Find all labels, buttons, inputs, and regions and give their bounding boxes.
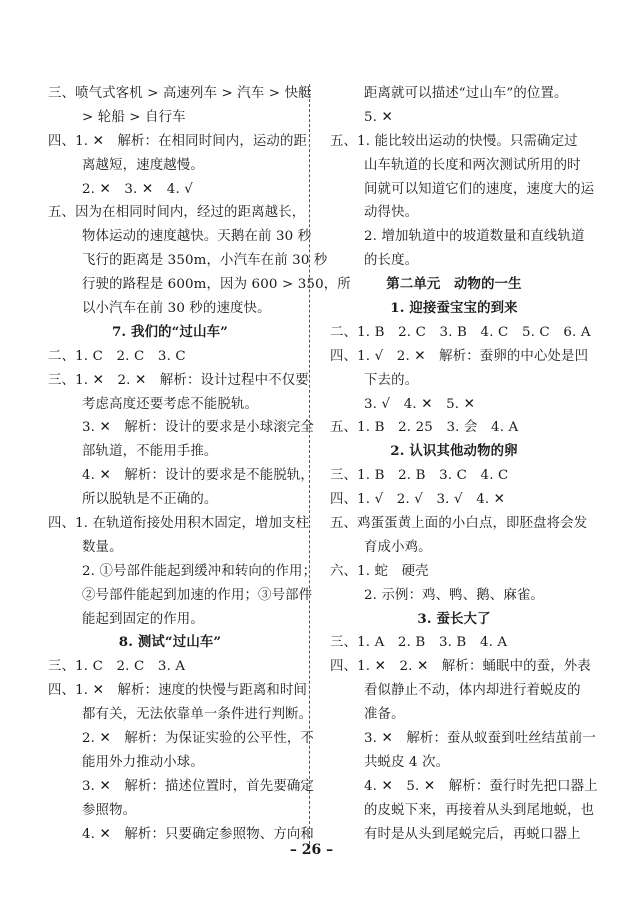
text-line: 行驶的路程是 600m，因为 600 > 350，所 — [82, 277, 351, 293]
text-line: 五、1. 能比较出运动的快慢。只需确定过 — [330, 133, 578, 149]
section-heading: 7. 我们的“过山车” — [111, 323, 229, 340]
text-line: 有时是从头到尾蜕完后，再蜕口器上 — [364, 826, 581, 842]
section-heading: 2. 认识其他动物的卵 — [390, 443, 518, 460]
text-line: 4. ✕ 解析：只要确定参照物、方向和 — [82, 826, 314, 842]
text-line: 3. ✕ 解析：描述位置时，首先要确定 — [82, 778, 314, 794]
text-line: 三、喷气式客机 > 高速列车 > 汽车 > 快艇 — [48, 86, 312, 101]
text-line: 4. ✕ 解析：设计的要求是不能脱轨， — [82, 468, 314, 484]
text-line: 育成小鸡。 — [364, 539, 432, 555]
page-number: – 26 – — [289, 842, 334, 858]
text-line: 共蜕皮 4 次。 — [364, 754, 450, 770]
text-line: 4. ✕ 5. ✕ 解析：蚕行时先把口器上 — [364, 778, 598, 794]
text-line: 二、1. C 2. C 3. C — [48, 348, 186, 364]
text-line: 五、1. B 2. 25 3. 会 4. A — [330, 420, 519, 436]
text-line: 3. √ 4. ✕ 5. ✕ — [364, 396, 475, 412]
text-line: 能用外力推动小球。 — [82, 754, 204, 770]
section-heading: 第二单元 动物的一生 — [386, 276, 522, 293]
text-line: 准备。 — [364, 707, 405, 723]
text-line: 都有关，无法依靠单一条件进行判断。 — [82, 707, 313, 723]
text-line: 三、1. B 2. B 3. C 4. C — [330, 468, 509, 484]
text-line: 2. 示例：鸡、鸭、鹅、麻雀。 — [364, 587, 544, 603]
text-line: 2. 增加轨道中的坡道数量和直线轨道 — [364, 229, 585, 245]
text-line: 四、1. ✕ 2. ✕ 解析：蛹眠中的蚕，外表 — [330, 659, 591, 675]
text-line: 3. ✕ 解析：设计的要求是小球滚完全 — [82, 420, 314, 436]
text-line: 四、1. 在轨道衔接处用积木固定，增加支柱 — [48, 516, 310, 532]
text-line: 飞行的距离是 350m，小汽车在前 30 秒 — [82, 253, 328, 269]
text-line: 山车轨道的长度和两次测试所用的时 — [364, 157, 581, 173]
text-line: 所以脱轨是不正确的。 — [82, 492, 218, 508]
text-line: 三、1. A 2. B 3. B 4. A — [330, 635, 508, 651]
text-line: 部轨道，不能用手推。 — [82, 444, 218, 460]
text-line: 五、鸡蛋蛋黄上面的小白点，即胚盘将会发 — [330, 516, 588, 532]
text-line: 动得快。 — [364, 205, 419, 221]
text-line: 三、1. ✕ 2. ✕ 解析：设计过程中不仅要 — [48, 372, 309, 388]
text-line: 四、1. √ 2. ✕ 解析：蚕卵的中心处是凹 — [330, 348, 589, 364]
text-line: 2. ①号部件能起到缓冲和转向的作用； — [82, 563, 317, 579]
text-line: 2. ✕ 解析：为保证实验的公平性，不 — [82, 731, 314, 747]
text-line: 2. ✕ 3. ✕ 4. √ — [82, 181, 193, 197]
column-divider — [309, 84, 310, 844]
text-line: 物体运动的速度越快。天鹅在前 30 秒 — [82, 229, 312, 245]
text-line: 四、1. ✕ 解析：速度的快慢与距离和时间 — [48, 683, 308, 699]
text-line: 3. ✕ 解析：蚕从蚁蚕到吐丝结茧前一 — [364, 731, 596, 747]
right-column — [330, 82, 598, 847]
text-line: 三、1. C 2. C 3. A — [48, 659, 186, 675]
text-line: 考虑高度还要考虑不能脱轨。 — [82, 396, 259, 412]
text-line: 四、1. ✕ 解析：在相同时间内，运动的距 — [48, 133, 308, 149]
text-line: 以小汽车在前 30 秒的速度快。 — [82, 301, 271, 317]
text-line: 四、1. √ 2. √ 3. √ 4. ✕ — [330, 492, 506, 508]
left-column — [48, 82, 351, 847]
text-line: 二、1. B 2. C 3. B 4. C 5. C 6. A — [330, 324, 591, 340]
text-line: 参照物。 — [82, 802, 137, 818]
text-line: 五、因为在相同时间内，经过的距离越长， — [48, 205, 306, 221]
section-heading: 8. 测试“过山车” — [118, 634, 222, 651]
text-line: 距离就可以描述“过山车”的位置。 — [364, 86, 568, 101]
text-line: 能起到固定的作用。 — [82, 611, 204, 627]
text-line: 离越短，速度越慢。 — [82, 157, 204, 173]
text-line: 的长度。 — [364, 253, 419, 269]
section-heading: 1. 迎接蚕宝宝的到来 — [390, 300, 518, 317]
text-line: 5. ✕ — [364, 109, 393, 125]
text-line: ②号部件能起到加速的作用；③号部件 — [82, 587, 313, 603]
text-line: 的皮蜕下来，再接着从头到尾地蜕，也 — [364, 802, 595, 818]
text-line: 下去的。 — [364, 372, 419, 388]
text-line: 间就可以知道它们的速度，速度大的运 — [364, 181, 595, 197]
text-line: 六、1. 蛇 硬壳 — [330, 563, 429, 579]
text-line: 数量。 — [82, 539, 123, 555]
text-line: 看似静止不动，体内却进行着蜕皮的 — [364, 683, 581, 699]
text-line: > 轮船 > 自行车 — [82, 109, 186, 125]
section-heading: 3. 蚕长大了 — [417, 610, 491, 627]
